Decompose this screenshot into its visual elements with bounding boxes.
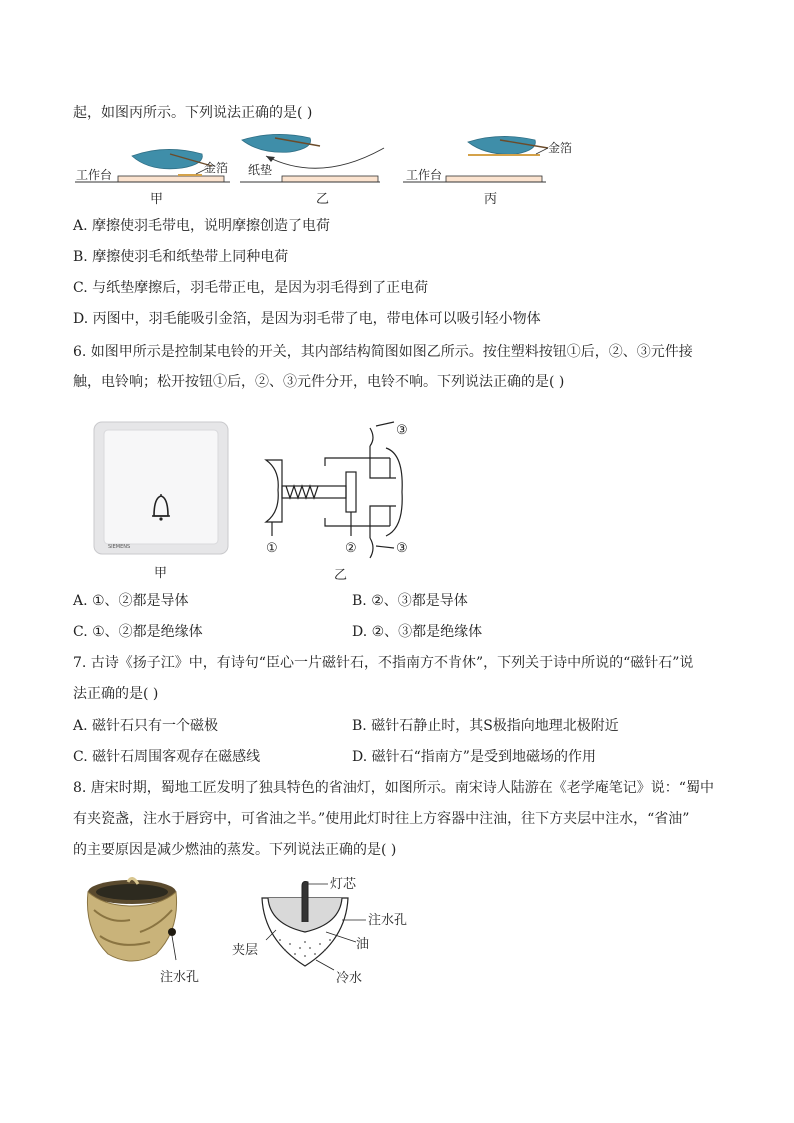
oil-lamp-diagram bbox=[232, 876, 407, 986]
lead-top bbox=[370, 428, 373, 446]
q5-option-a[interactable]: A. 摩擦使羽毛带电，说明摩擦创造了电荷 bbox=[73, 218, 331, 234]
layer-label: 夹层 bbox=[232, 943, 259, 958]
paper-pad bbox=[282, 176, 378, 182]
q5-figure bbox=[70, 128, 573, 210]
feather-c bbox=[468, 136, 535, 154]
q5-option-c[interactable]: C. 与纸垫摩擦后，羽毛带正电，是因为羽毛得到了正电荷 bbox=[73, 280, 429, 296]
gold-c-label: 金箔 bbox=[548, 141, 573, 155]
q6-stem-line1: 6. 如图甲所示是控制某电铃的开关，其内部结构简图如图乙所示。按住塑料按钮①后，②、③元件接 bbox=[73, 344, 693, 360]
figure-b bbox=[240, 134, 384, 207]
caption-a: 甲 bbox=[154, 566, 168, 581]
cold-water-dots bbox=[279, 939, 331, 957]
gold-a-label: 金箔 bbox=[204, 161, 229, 175]
q7-option-c[interactable]: C. 磁针石周围客观存在磁感线 bbox=[73, 749, 261, 765]
caption-a: 甲 bbox=[150, 192, 164, 207]
q7-option-b[interactable]: B. 磁针石静止时，其S极指向地理北极附近 bbox=[352, 718, 619, 734]
frame bbox=[325, 458, 390, 526]
workbench-c-label: 工作台 bbox=[406, 168, 443, 182]
q6-option-a[interactable]: A. ①、②都是导体 bbox=[73, 593, 189, 609]
mark-3-top: ③ bbox=[396, 423, 408, 438]
caption-c: 丙 bbox=[484, 192, 498, 207]
bell-switch-photo bbox=[94, 422, 228, 581]
wick bbox=[302, 882, 308, 923]
spring bbox=[286, 486, 318, 498]
figure-a bbox=[75, 149, 230, 207]
workbench-a bbox=[118, 176, 224, 182]
q8-stem-line3: 的主要原因是减少燃油的蒸发。下列说法正确的是( ) bbox=[73, 842, 397, 858]
plastic-button bbox=[266, 460, 282, 522]
q7-option-a[interactable]: A. 磁针石只有一个磁极 bbox=[73, 718, 219, 734]
contact-plate bbox=[346, 472, 356, 512]
caption-b: 乙 bbox=[334, 568, 348, 583]
mark-1: ① bbox=[266, 541, 278, 556]
q5-option-b[interactable]: B. 摩擦使羽毛和纸垫带上同种电荷 bbox=[73, 249, 289, 265]
mark-2: ② bbox=[345, 541, 357, 556]
lead-bottom bbox=[370, 538, 373, 558]
q5-stem-tail: 起，如图丙所示。下列说法正确的是( ) bbox=[73, 105, 313, 121]
oil-lamp-photo bbox=[87, 878, 199, 985]
brand-label: SIEMENS bbox=[108, 544, 131, 550]
photo-inlet bbox=[168, 928, 176, 936]
inlet-label: 注水孔 bbox=[368, 913, 408, 928]
diagram-labels bbox=[266, 423, 408, 583]
housing bbox=[386, 448, 402, 536]
figure-c bbox=[403, 136, 572, 207]
q8-stem-line2: 有夹瓷盏，注水于唇窍中，可省油之半。”使用此灯时往上方容器中注油，往下方夹层中注水，“省油” bbox=[73, 811, 690, 827]
q6-option-c[interactable]: C. ①、②都是绝缘体 bbox=[73, 624, 203, 640]
q7-stem-line2: 法正确的是( ) bbox=[73, 686, 159, 702]
q7-option-d[interactable]: D. 磁针石“指南方”是受到地磁场的作用 bbox=[352, 749, 596, 765]
q6-option-b[interactable]: B. ②、③都是导体 bbox=[352, 593, 468, 609]
q5-option-d[interactable]: D. 丙图中，羽毛能吸引金箔，是因为羽毛带了电，带电体可以吸引轻小物体 bbox=[73, 311, 541, 327]
workbench-c bbox=[446, 176, 542, 182]
q8-figure bbox=[80, 870, 430, 990]
switch-structure-diagram bbox=[266, 422, 402, 558]
mark-3-bottom: ③ bbox=[396, 541, 408, 556]
q8-stem-line1: 8. 唐宋时期，蜀地工匠发明了独具特色的省油灯，如图所示。南宋诗人陆游在《老学庵笔记》说：“蜀中 bbox=[73, 780, 714, 796]
wick-label: 灯芯 bbox=[330, 877, 357, 892]
cold-water-label: 冷水 bbox=[336, 971, 363, 986]
photo-inlet-label: 注水孔 bbox=[160, 970, 200, 985]
paper-pad-label: 纸垫 bbox=[248, 163, 273, 177]
feather-a bbox=[132, 149, 202, 168]
q6-stem-line2: 触，电铃响；松开按钮①后，②、③元件分开，电铃不响。下列说法正确的是( ) bbox=[73, 374, 565, 390]
caption-b: 乙 bbox=[316, 192, 330, 207]
q6-option-d[interactable]: D. ②、③都是绝缘体 bbox=[352, 624, 483, 640]
q6-figure bbox=[90, 418, 450, 586]
oil-label: 油 bbox=[356, 937, 370, 952]
feather-b bbox=[242, 134, 311, 152]
q7-stem-line1: 7. 古诗《扬子江》中，有诗句“臣心一片磁针石，不指南方不肯休”，下列关于诗中所说的“磁针石”说 bbox=[73, 655, 694, 671]
workbench-a-label: 工作台 bbox=[76, 168, 113, 182]
